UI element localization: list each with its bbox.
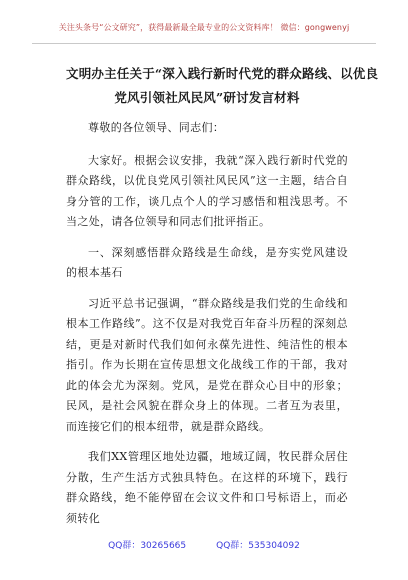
document-body: [66, 62, 379, 539]
paragraph-intro: 大家好。根据会议安排，我就“深入践行新时代党的群众路线，以优良党风引领社风民风”这一主题，结合自身分管的工作，谈几点个人的学习感悟和粗浅思考。不当之处，请各位领导和同志们批评指正。: [66, 153, 348, 228]
paragraph-2: 习近平总书记强调，“群众路线是我们党的生命线和根本工作路线”。这不仅是对我党百年奋斗历程的深刻总结，更是对新时代我们如何永葆先进性、纯洁性的根本指引。作为长期在宣传思想文化战线工作的干部，我对此的体会尤为深刻。党风，是党在群众心目中的形象；民风，是社会风貌在群众身上的体现。二者互为表里，而连接它们的根本纽带，就是群众路线。: [66, 296, 348, 433]
title-line-1: 文明办主任关于“深入践行新时代党的群众路线、以优良: [66, 66, 379, 81]
section-heading-1: 一、深刻感悟群众路线是生命线，是夯实党风建设的根本基石: [66, 245, 348, 279]
header-banner: 关注头条号“公文研究”，获得最新最全最专业的公文资料库！ 微信：gongwenyj: [58, 23, 350, 32]
footer-qq-group-1: QQ群：30265665: [108, 541, 187, 551]
document-title: [66, 62, 379, 110]
footer-contact: [0, 538, 408, 551]
title-line-2: 党风引领社风民风”研讨发言材料: [114, 90, 300, 105]
paragraph-3: 我们XX管理区地处边疆，地域辽阔，牧民群众居住分散，生产生活方式独具特色。在这样的环境下，践行群众路线，绝不能停留在会议文件和口号标语上，而必须转化: [66, 450, 348, 525]
header-divider: [32, 43, 376, 44]
salutation: 尊敬的各位领导、同志们：: [88, 121, 225, 134]
footer-qq-group-2: QQ群：535304092: [216, 541, 300, 551]
